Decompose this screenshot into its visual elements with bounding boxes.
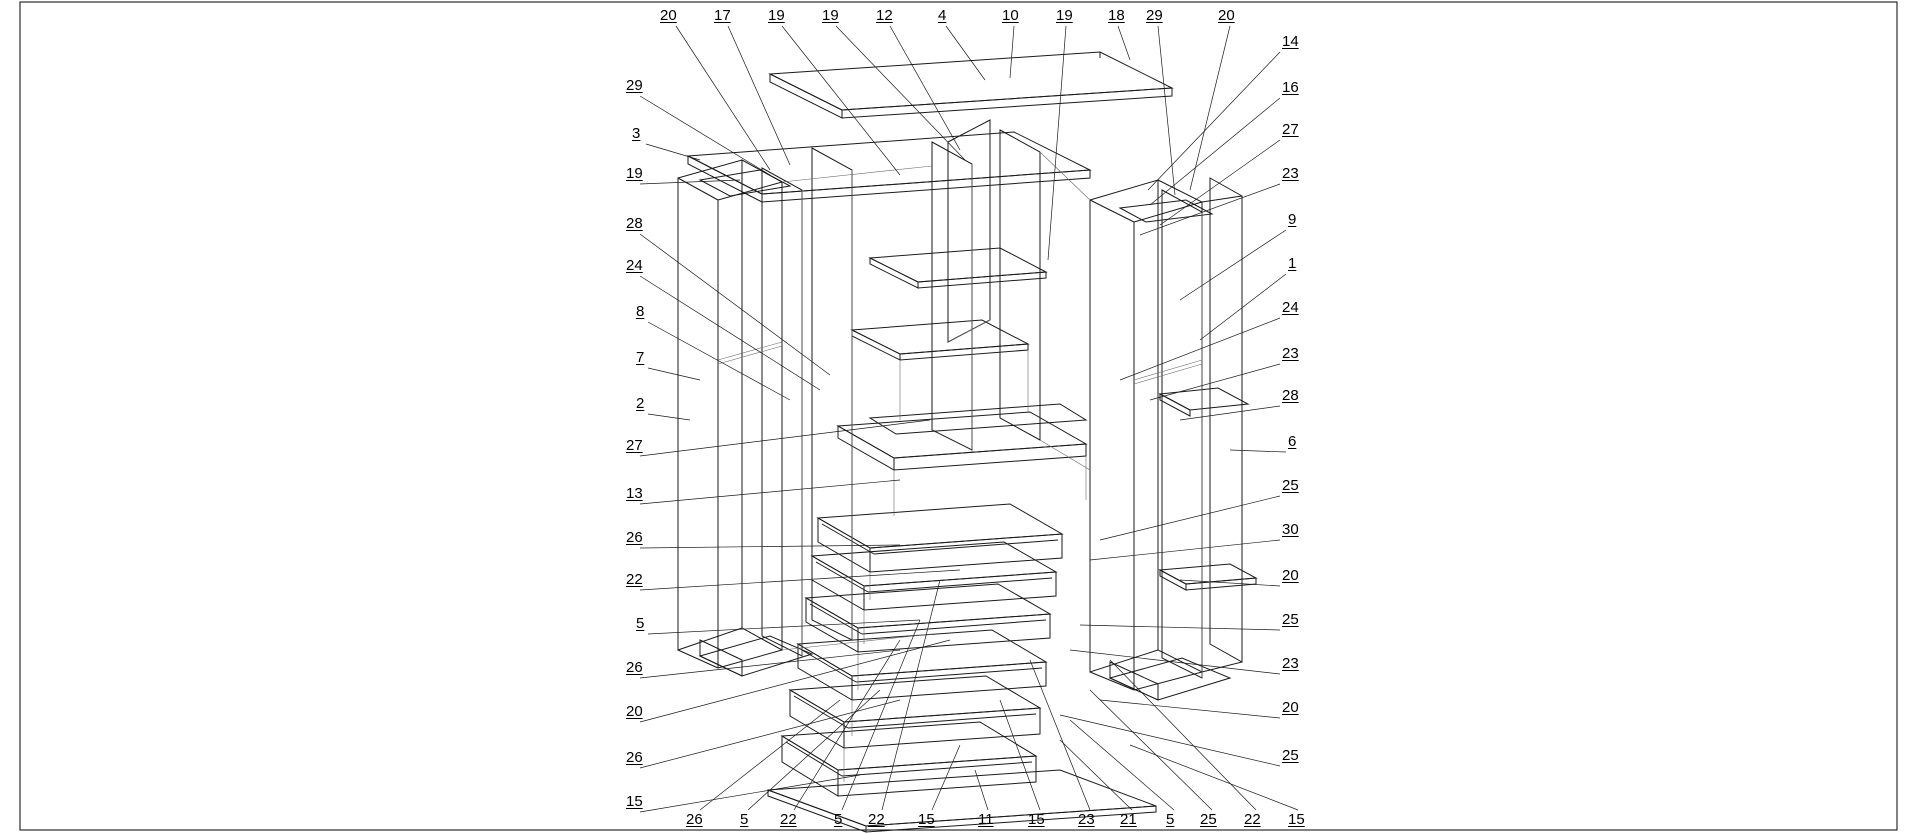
leader-line-12 [890,26,960,150]
leader-line-15 [640,775,860,812]
callout-label-17: 17 [714,7,731,24]
leader-line-2 [648,414,690,420]
leader-line-21 [1060,740,1132,810]
leader-line-23 [1030,660,1090,810]
leader-line-13 [640,480,900,504]
callout-label-25: 25 [1282,611,1299,628]
callout-label-24: 24 [626,257,643,274]
callout-label-15: 15 [918,811,935,828]
leader-line-3 [646,144,700,160]
leader-line-29 [640,96,770,175]
leader-line-20 [676,26,770,170]
callout-label-14: 14 [1282,33,1299,50]
leader-line-4 [946,26,985,80]
leader-line-5 [842,620,920,810]
callout-label-15: 15 [1028,811,1045,828]
top-panel [770,52,1172,118]
leader-line-30 [1090,540,1280,560]
callout-label-7: 7 [636,349,645,366]
callout-label-23: 23 [1282,165,1299,182]
leader-line-26 [700,700,840,810]
callout-label-27: 27 [626,437,643,454]
callout-label-12: 12 [876,7,893,24]
leader-line-25 [1090,690,1212,810]
callout-label-2: 2 [636,395,645,412]
leader-line-29 [1158,26,1175,195]
leader-line-1 [1200,274,1286,340]
callout-label-29: 29 [626,77,643,94]
leader-line-22 [640,570,960,590]
callout-label-25: 25 [1200,811,1217,828]
leader-line-8 [648,322,790,400]
callout-label-22: 22 [626,571,643,588]
leader-line-25 [1060,715,1280,766]
callout-label-5: 5 [740,811,749,828]
callout-label-29: 29 [1146,7,1163,24]
construction-lines [718,152,1202,782]
leader-line-20 [1100,700,1280,718]
leader-line-6 [1230,450,1286,452]
callout-label-19: 19 [822,7,839,24]
callout-label-20: 20 [1282,699,1299,716]
leader-line-26 [640,700,900,768]
callout-label-28: 28 [1282,387,1299,404]
leader-line-27 [1160,140,1280,225]
callout-label-5: 5 [636,615,645,632]
callout-label-9: 9 [1288,211,1297,228]
right-cabinet [1090,178,1242,700]
leader-line-18 [1118,26,1130,60]
callout-label-16: 16 [1282,79,1299,96]
callout-label-6: 6 [1288,433,1297,450]
callout-label-26: 26 [686,811,703,828]
callout-label-20: 20 [626,703,643,720]
callout-label-26: 26 [626,659,643,676]
leader-line-19 [782,26,900,175]
callout-label-23: 23 [1282,345,1299,362]
callout-label-13: 13 [626,485,643,502]
leader-line-28 [1180,406,1280,420]
leader-line-15 [1130,745,1298,810]
callout-label-22: 22 [1244,811,1261,828]
center-upper-unit [852,120,1046,450]
leader-line-5 [648,620,920,634]
callout-label-5: 5 [1166,811,1175,828]
leader-line-16 [1150,98,1280,205]
callout-label-15: 15 [1288,811,1305,828]
callout-label-20: 20 [660,7,677,24]
callout-label-22: 22 [780,811,797,828]
callout-label-19: 19 [1056,7,1073,24]
callout-label-22: 22 [868,811,885,828]
callout-label-15: 15 [626,793,643,810]
leader-line-19 [1048,26,1066,260]
callout-label-25: 25 [1282,477,1299,494]
callout-label-23: 23 [1078,811,1095,828]
leader-line-17 [728,26,790,165]
callout-label-10: 10 [1002,7,1019,24]
callout-label-19: 19 [768,7,785,24]
leader-line-10 [1010,26,1014,78]
leader-line-25 [1100,496,1280,540]
callout-label-20: 20 [1282,567,1299,584]
callout-label-24: 24 [1282,299,1299,316]
sheet-border [20,2,1897,830]
bottom-plinth-board [768,770,1156,832]
small-shelves [700,170,1256,590]
callout-label-8: 8 [636,303,645,320]
callout-label-27: 27 [1282,121,1299,138]
callout-label-26: 26 [626,749,643,766]
callout-label-25: 25 [1282,747,1299,764]
callout-label-1: 1 [1288,255,1297,272]
leader-line-24 [640,276,820,390]
callout-label-26: 26 [626,529,643,546]
leader-line-20 [1190,26,1230,190]
callout-label-5: 5 [834,811,843,828]
leader-line-26 [640,650,900,678]
callout-label-21: 21 [1120,811,1137,828]
leader-line-22 [1110,660,1256,810]
leader-line-25 [1080,625,1280,630]
leader-line-9 [1180,230,1286,300]
callout-label-3: 3 [632,125,641,142]
callout-label-30: 30 [1282,521,1299,538]
callout-label-11: 11 [978,811,994,828]
leader-line-27 [640,420,930,456]
callout-label-19: 19 [626,165,643,182]
callout-label-23: 23 [1282,655,1299,672]
leader-line-23 [1070,650,1280,674]
leader-line-7 [648,368,700,380]
callout-label-18: 18 [1108,7,1125,24]
leader-line-11 [975,770,988,810]
callout-label-20: 20 [1218,7,1235,24]
wide-shelf-13 [838,404,1086,470]
callout-label-4: 4 [938,7,947,24]
callout-label-28: 28 [626,215,643,232]
leader-lines [640,26,1298,812]
leader-line-22 [882,580,940,810]
